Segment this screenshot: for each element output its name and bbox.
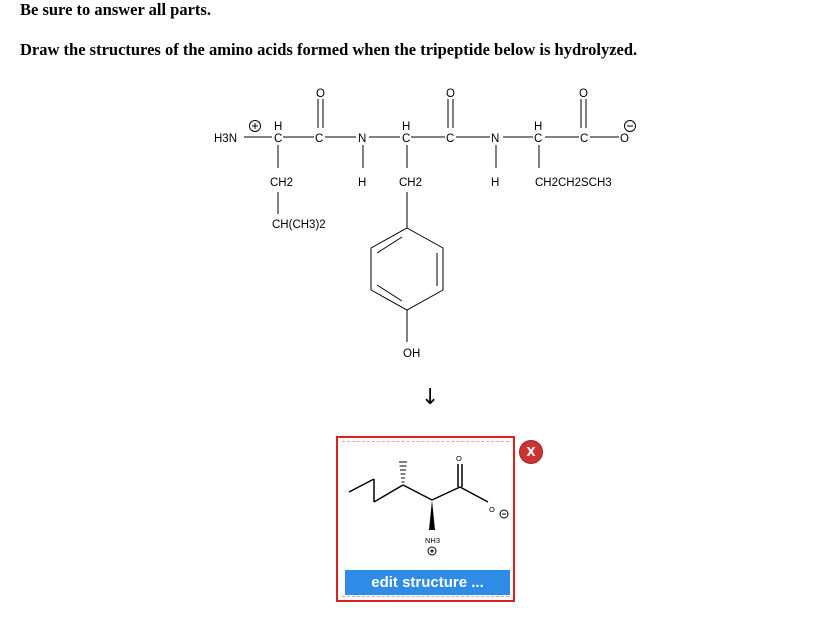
side-chain-2-oh: OH (403, 348, 421, 360)
alpha-c-3: C (534, 133, 543, 145)
close-icon[interactable]: X (520, 441, 542, 463)
dashed-border-top (342, 441, 509, 442)
answer-carboxylate-o: O (489, 505, 495, 514)
question-text: Draw the structures of the amino acids formed when the tripeptide below is hydrolyzed. (20, 40, 638, 59)
amide-n-1: N (358, 133, 367, 145)
answer-carbonyl-o: O (456, 454, 462, 463)
benzene-ring (371, 228, 443, 310)
alpha-h-1: H (274, 121, 283, 133)
carbonyl-o-2: O (446, 88, 455, 100)
alpha-c-2: C (402, 133, 411, 145)
carbonyl-o-1: O (316, 88, 325, 100)
alpha-h-3: H (534, 121, 543, 133)
alpha-c-1: C (274, 133, 283, 145)
side-chain-1-isopropyl: CH(CH3)2 (272, 219, 326, 231)
carbonyl-c-3: C (580, 133, 589, 145)
instructions-text: Be sure to answer all parts. (20, 0, 211, 19)
amide-n-2: N (491, 133, 500, 145)
reaction-arrow-icon: ↓ (421, 385, 440, 410)
alpha-h-2: H (402, 121, 411, 133)
carbonyl-c-2: C (446, 133, 455, 145)
edit-structure-button[interactable]: edit structure ... (345, 570, 510, 595)
side-chain-1-ch2: CH2 (270, 177, 294, 189)
carbonyl-o-3: O (579, 88, 588, 100)
n-terminus-label: H3N (214, 133, 238, 145)
amide-h-2: H (491, 177, 500, 189)
amide-h-1: H (358, 177, 367, 189)
terminal-o: O (620, 133, 629, 145)
dashed-border-bottom (342, 596, 509, 597)
answer-amine-label: NH3 (425, 536, 441, 545)
carbonyl-c-1: C (315, 133, 324, 145)
side-chain-3: CH2CH2SCH3 (535, 177, 612, 189)
side-chain-2-ch2: CH2 (399, 177, 423, 189)
